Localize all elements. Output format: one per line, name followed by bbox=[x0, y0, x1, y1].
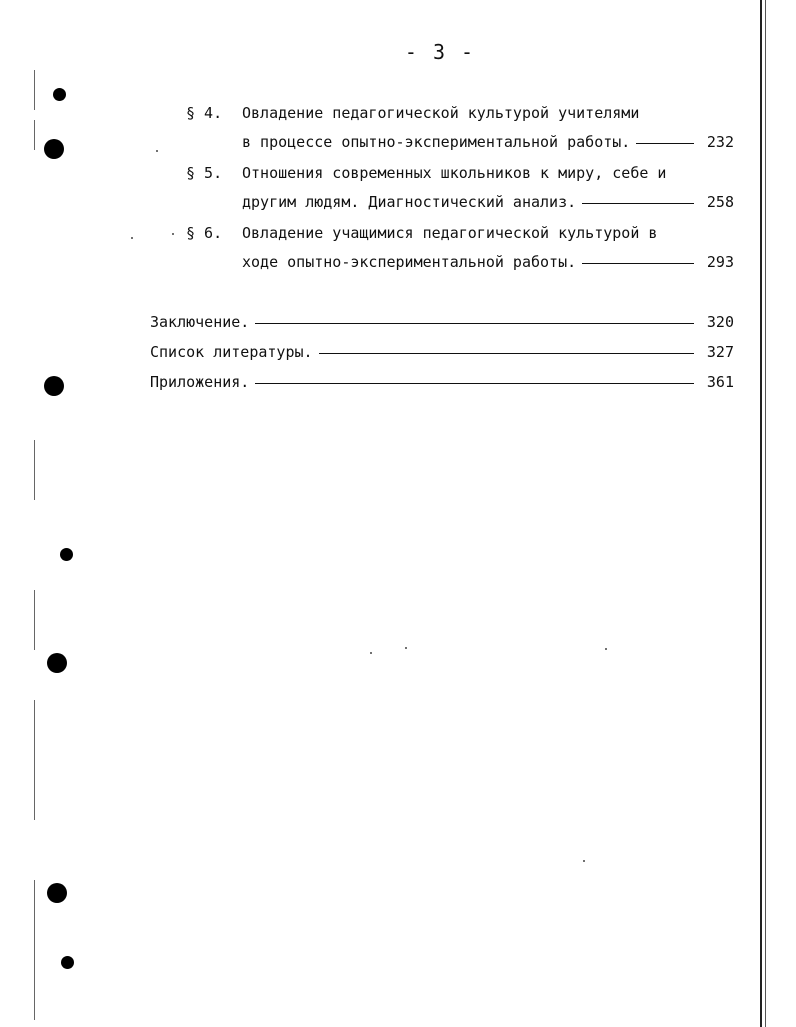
scan-edge-inner bbox=[765, 0, 766, 1027]
scan-speck bbox=[172, 233, 174, 235]
toc-section bbox=[150, 343, 734, 361]
scan-mark bbox=[34, 70, 35, 110]
scan-edge bbox=[760, 0, 762, 1027]
punch-hole bbox=[47, 653, 67, 673]
toc-subsection-line bbox=[242, 193, 734, 211]
punch-hole bbox=[61, 956, 74, 969]
scan-speck bbox=[405, 647, 407, 649]
toc-subsection-title-cont: в процессе опытно-экспериментальной работы. bbox=[242, 133, 631, 151]
dot-leader bbox=[582, 263, 694, 264]
page-number: - 3 - bbox=[404, 40, 476, 64]
section-marker: § 5. bbox=[186, 164, 223, 182]
scan-speck bbox=[605, 648, 607, 650]
toc-subsection-title-cont: другим людям. Диагностический анализ. bbox=[242, 193, 577, 211]
scan-mark bbox=[34, 700, 35, 820]
dot-leader bbox=[636, 143, 694, 144]
page-ref: 258 bbox=[706, 193, 734, 211]
dot-leader bbox=[255, 383, 694, 384]
scan-speck bbox=[370, 652, 372, 654]
scan-mark bbox=[34, 880, 35, 1020]
dot-leader bbox=[255, 323, 694, 324]
page-ref: 327 bbox=[706, 343, 734, 361]
page-ref: 320 bbox=[706, 313, 734, 331]
page-ref: 232 bbox=[706, 133, 734, 151]
punch-hole bbox=[47, 883, 67, 903]
page-ref: 293 bbox=[706, 253, 734, 271]
scan-speck bbox=[583, 860, 585, 862]
toc-subsection-title: Овладение учащимися педагогической культурой в bbox=[242, 224, 658, 242]
scan-speck bbox=[131, 237, 133, 239]
toc-subsection-title-cont: ходе опытно-экспериментальной работы. bbox=[242, 253, 577, 271]
scan-mark bbox=[34, 440, 35, 500]
toc-subsection-title: Овладение педагогической культурой учителями bbox=[242, 104, 640, 122]
section-marker: § 4. bbox=[186, 104, 223, 122]
scan-speck bbox=[156, 150, 158, 152]
scan-mark bbox=[34, 590, 35, 650]
toc-section-title: Приложения. bbox=[150, 373, 250, 391]
toc-subsection-line bbox=[242, 253, 734, 271]
punch-hole bbox=[44, 139, 64, 159]
section-marker: § 6. bbox=[186, 224, 223, 242]
dot-leader bbox=[582, 203, 694, 204]
punch-hole bbox=[44, 376, 64, 396]
scan-mark bbox=[34, 120, 35, 150]
toc-section-title: Заключение. bbox=[150, 313, 250, 331]
dot-leader bbox=[319, 353, 694, 354]
punch-hole bbox=[53, 88, 66, 101]
toc-subsection-title: Отношения современных школьников к миру, себе и bbox=[242, 164, 667, 182]
punch-hole bbox=[60, 548, 73, 561]
toc-subsection-line bbox=[242, 133, 734, 151]
page-ref: 361 bbox=[706, 373, 734, 391]
toc-section-title: Список литературы. bbox=[150, 343, 313, 361]
toc-section bbox=[150, 373, 734, 391]
toc-section bbox=[150, 313, 734, 331]
